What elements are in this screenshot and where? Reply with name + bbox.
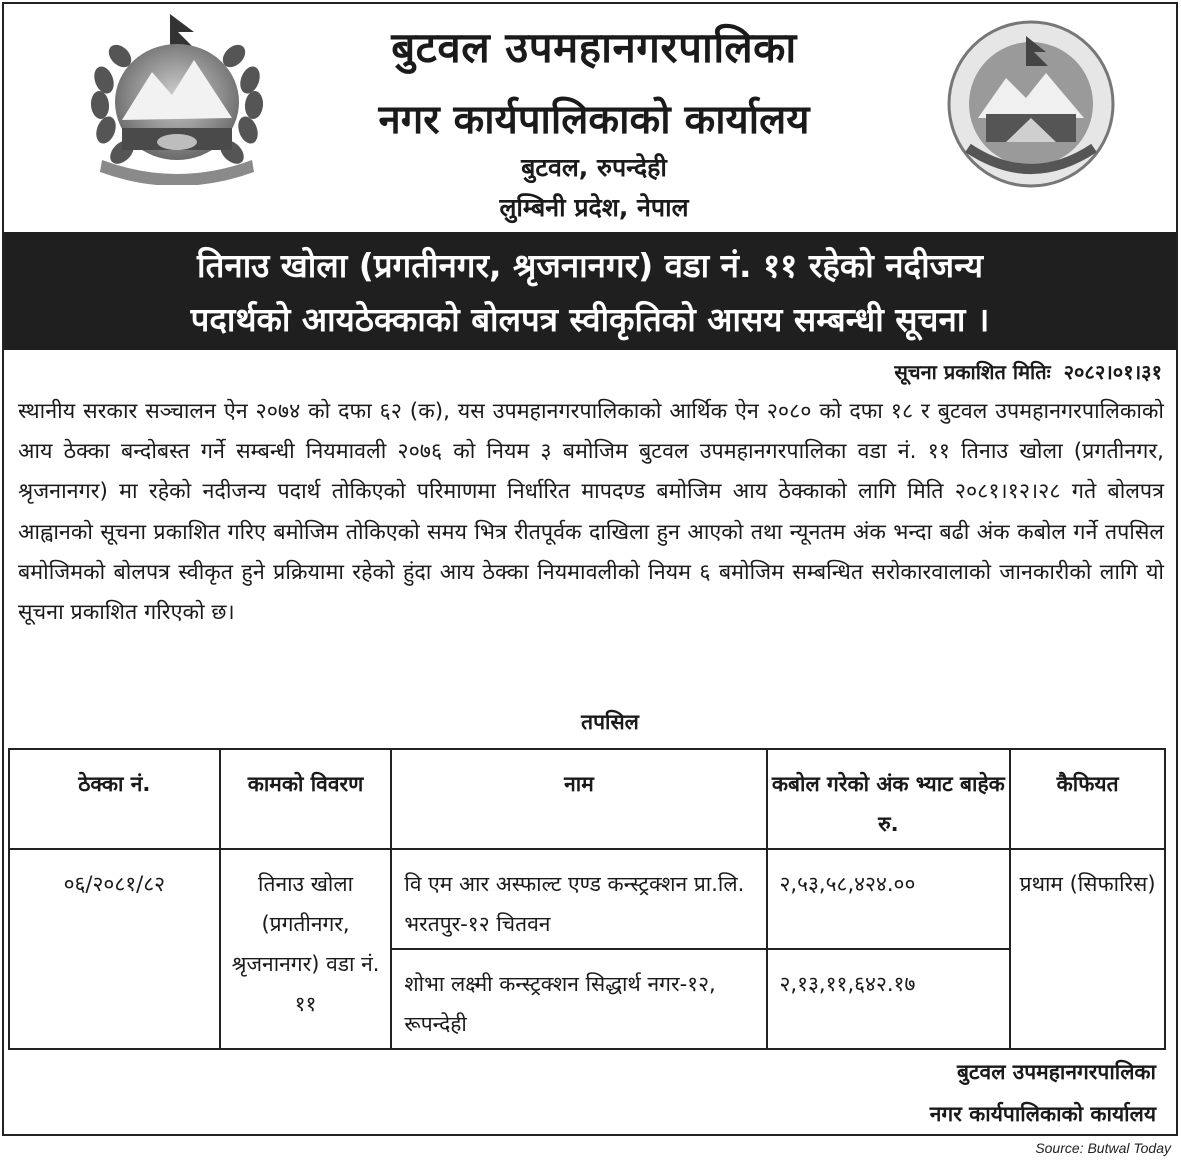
header-work-description: कामको विवरण xyxy=(220,749,392,849)
publish-date xyxy=(888,358,1162,385)
bidder-name-cell: वि एम आर अस्फाल्ट एण्ड कन्स्ट्रक्शन प्रा.लि. भरतपुर-१२ चितवन xyxy=(391,849,766,949)
municipality-logo-icon xyxy=(946,18,1116,190)
notice-banner xyxy=(4,232,1176,350)
signature-line2: नगर कार्यपालिकाको कार्यालय xyxy=(929,1102,1156,1126)
work-description-cell: तिनाउ खोला (प्रगतीनगर, श्रृजनानगर) वडा नं. ११ xyxy=(220,849,392,1049)
notice-frame xyxy=(2,2,1178,1136)
notice-heading-line2: पदार्थको आयठेक्काको बोलपत्र स्वीकृतिको आसय सम्बन्धी सूचना । xyxy=(190,300,990,339)
notice-heading-line1: तिनाउ खोला (प्रगतीनगर, श्रृजनानगर) वडा नं. ११ रहेको नदीजन्य xyxy=(197,246,983,285)
table-caption: तपसिल xyxy=(581,710,639,734)
notice-header xyxy=(4,4,1176,230)
remarks-cell: प्रथाम (सिफारिस) xyxy=(1010,849,1165,1049)
notice-body: स्थानीय सरकार सञ्चालन ऐन २०७४ को दफा ६२ (क), यस उपमहानगरपालिकाको आर्थिक ऐन २०८० को दफा १८ र बुटवल उपमहानगरपालिकाको आय ठेक्का बन्दोबस्त गर्ने सम्बन्धी नियमावली २०७६ को नियम ३ बमोजिम बुटवल उपमहानगरपालिका वडा नं. ११ तिनाउ खोला (प्रगतीनगर, श्रृजनानगर) मा रहेको नदीजन्य पदार्थ तोकिएको परिमाणमा निर्धारित मापदण्ड बमोजिम आय ठेक्काको लागि मिति २०८१।१२।२८ गते बोलपत्र आह्वानको सूचना प्रकाशित गरिए बमोजिम तोकिएको समय भित्र रीतपूर्वक दाखिला हुन आएको तथा न्यूनतम अंक भन्दा बढी अंक कबोल गर्ने तपसिल बमोजिमको बोलपत्र स्वीकृत हुने प्रक्रियामा रहेको हुंदा आय ठेक्का नियमावलीको नियम ६ बमोजिम सम्बन्धित सरोकारवालाको जानकारीको लागि यो सूचना प्रकाशित गरिएको छ। xyxy=(18,399,1164,626)
province-text: लुम्बिनी प्रदेश, नेपाल xyxy=(499,193,689,222)
header-remarks: कैफियत xyxy=(1010,749,1165,849)
municipality-title: बुटवल उपमहानगरपालिका xyxy=(391,23,797,72)
source-credit: Source: Butwal Today xyxy=(1035,1140,1171,1156)
bid-table xyxy=(8,748,1166,1050)
header-name: नाम xyxy=(391,749,766,849)
office-title: नगर कार्यपालिकाको कार्यालय xyxy=(378,97,810,143)
publish-date-value: २०८२।०१।३१ xyxy=(1063,360,1162,384)
location-text: बुटवल, रुपन्देही xyxy=(521,153,667,182)
signature-line1: बुटवल उपमहानगरपालिका xyxy=(956,1060,1156,1084)
header-amount: कबोल गरेको अंक भ्याट बाहेक रु. xyxy=(767,749,1011,849)
table-row xyxy=(9,849,1165,949)
bid-amount-cell: २,५३,५८,४२४.०० xyxy=(767,849,1011,949)
publish-date-label: सूचना प्रकाशित मितिः xyxy=(894,360,1051,384)
bid-amount-cell: २,१३,११,६४२.१७ xyxy=(767,949,1011,1049)
contract-no-cell: ०६/२०८१/८२ xyxy=(9,849,220,1049)
table-header-row xyxy=(9,749,1165,849)
bidder-name-cell: शोभा लक्ष्मी कन्स्ट्रक्शन सिद्धार्थ नगर-१२, रूपन्देही xyxy=(391,949,766,1049)
header-contract-no: ठेक्का नं. xyxy=(9,749,220,849)
nepal-emblem-icon xyxy=(82,10,272,185)
